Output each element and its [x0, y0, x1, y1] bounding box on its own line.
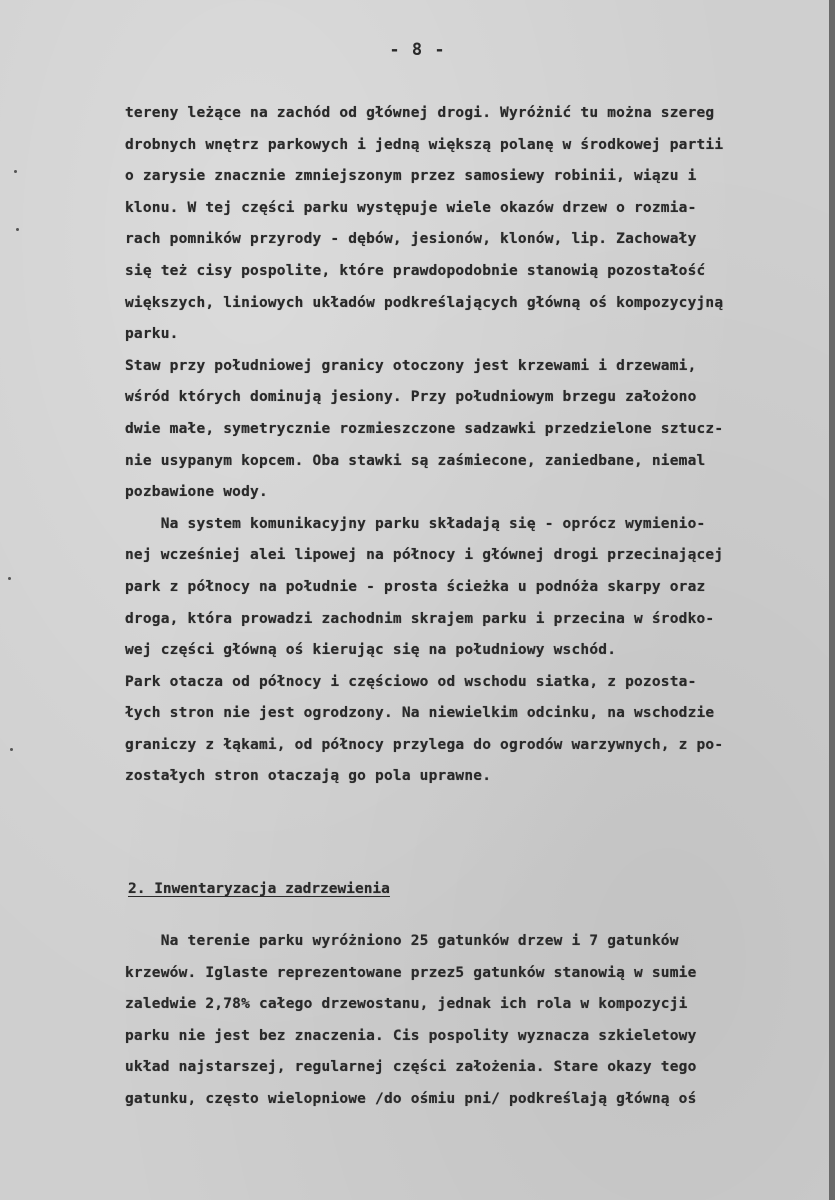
scan-speck	[16, 228, 19, 231]
text-line: park z północy na południe - prosta ścieżka u podnóża skarpy oraz	[125, 578, 706, 595]
text-line: drobnych wnętrz parkowych i jedną większą polanę w środkowej partii	[125, 136, 724, 153]
text-line: rach pomników przyrody - dębów, jesionów, klonów, lip. Zachowały	[125, 231, 697, 248]
text-line: nie usypanym kopcem. Oba stawki są zaśmiecone, zaniedbane, niemal	[125, 452, 706, 469]
text-line: zostałych stron otaczają go pola uprawne.	[125, 768, 492, 785]
text-line: klonu. W tej części parku występuje wiele okazów drzew o rozmia-	[125, 199, 697, 216]
text-line: krzewów. Iglaste reprezentowane przez5 gatunków stanowią w sumie	[125, 964, 697, 981]
scan-speck	[8, 577, 11, 580]
section-heading: 2. Inwentaryzacja zadrzewienia	[128, 881, 390, 897]
main-paragraphs	[125, 98, 825, 793]
text-line: Na terenie parku wyróżniono 25 gatunków drzew i 7 gatunków	[125, 933, 679, 949]
text-line: gatunku, często wielopniowe /do ośmiu pni/ podkreślają główną oś	[125, 1090, 697, 1107]
text-line: droga, która prowadzi zachodnim skrajem parku i przecina w środko-	[125, 610, 715, 627]
text-line: Park otacza od północy i częściowo od wschodu siatka, z pozosta-	[125, 673, 697, 690]
text-line: o zarysie znacznie zmniejszonym przez samosiewy robinii, wiązu i	[125, 168, 697, 185]
scan-speck	[10, 748, 13, 751]
text-line: łych stron nie jest ogrodzony. Na niewielkim odcinku, na wschodzie	[125, 705, 715, 722]
text-line: parku.	[125, 326, 179, 343]
text-line: parku nie jest bez znaczenia. Cis pospolity wyznacza szkieletowy	[125, 1027, 697, 1044]
scan-edge	[829, 0, 835, 1200]
text-line: Staw przy południowej granicy otoczony jest krzewami i drzewami,	[125, 357, 697, 374]
text-line: dwie małe, symetrycznie rozmieszczone sadzawki przedzielone sztucz-	[125, 420, 724, 437]
scan-speck	[14, 170, 17, 173]
text-line: pozbawione wody.	[125, 484, 268, 501]
text-line: wśród których dominują jesiony. Przy południowym brzegu założono	[125, 389, 697, 406]
text-line: tereny leżące na zachód od głównej drogi. Wyróżnić tu można szereg	[125, 105, 715, 121]
section-paragraph	[125, 926, 825, 1116]
text-line: się też cisy pospolite, które prawdopodobnie stanowią pozostałość	[125, 262, 706, 279]
text-line: zaledwie 2,78% całego drzewostanu, jednak ich rola w kompozycji	[125, 996, 688, 1013]
text-line: Na system komunikacyjny parku składają się - oprócz wymienio-	[125, 515, 706, 532]
text-line: wej części główną oś kierując się na południowy wschód.	[125, 642, 617, 659]
page-number: - 8 -	[389, 40, 446, 60]
text-line: układ najstarszej, regularnej części założenia. Stare okazy tego	[125, 1059, 697, 1076]
text-line: większych, liniowych układów podkreślających główną oś kompozycyjną	[125, 294, 724, 311]
text-line: graniczy z łąkami, od północy przylega do ogrodów warzywnych, z po-	[125, 736, 724, 753]
text-line: nej wcześniej alei lipowej na północy i głównej drogi przecinającej	[125, 547, 724, 564]
